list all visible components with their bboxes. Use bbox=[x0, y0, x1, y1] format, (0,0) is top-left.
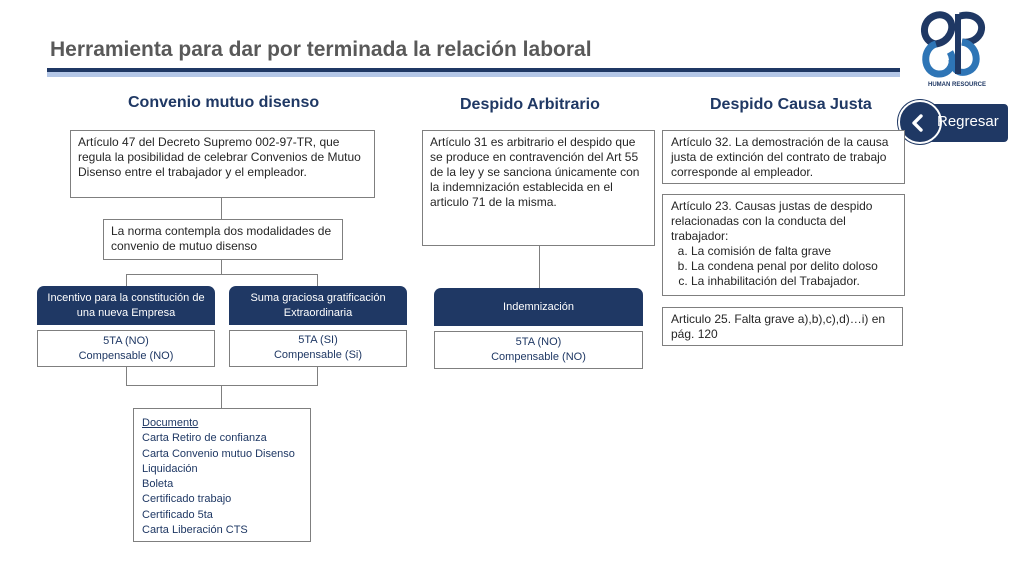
document-item: Carta Liberación CTS bbox=[142, 524, 248, 537]
suma-graciosa-detail bbox=[229, 330, 407, 367]
suma-graciosa-compensable: Compensable (Si) bbox=[273, 349, 363, 361]
connector-line bbox=[126, 274, 127, 286]
logo-caption: HUMAN RESOURCE bbox=[928, 82, 987, 88]
document-item: Carta Retiro de confianza bbox=[142, 432, 267, 445]
mutuo-article-box bbox=[70, 130, 375, 198]
articulo-32-box bbox=[662, 130, 905, 184]
connector-line bbox=[317, 274, 318, 286]
documents-heading: Documento bbox=[142, 417, 199, 429]
connector-line bbox=[126, 385, 318, 386]
document-item: Carta Convenio mutuo Disenso bbox=[142, 447, 295, 460]
arbitrario-article-box bbox=[422, 130, 655, 246]
document-item: Certificado trabajo bbox=[142, 493, 232, 506]
documents-box bbox=[133, 408, 311, 542]
indemnizacion-header bbox=[434, 288, 643, 326]
connector-line bbox=[221, 198, 222, 220]
incentivo-title: Incentivo para la constitución de una nueva Empresa bbox=[47, 291, 205, 319]
document-item: Boleta bbox=[142, 478, 174, 491]
indemnizacion-compensable: Compensable (NO) bbox=[491, 351, 586, 363]
document-item: Liquidación bbox=[142, 462, 198, 475]
articulo-23-box bbox=[662, 194, 905, 296]
regresar-label: Regresar bbox=[937, 113, 999, 130]
suma-graciosa-title: Suma graciosa gratificación Extraordinaria bbox=[250, 291, 386, 319]
articulo-25-box bbox=[662, 307, 903, 346]
chevron-left-icon bbox=[908, 113, 928, 133]
connector-line bbox=[126, 274, 318, 275]
heading-despido-causa-justa: Despido Causa Justa bbox=[710, 96, 872, 113]
norma-text: La norma contempla dos modalidades de convenio de mutuo disenso bbox=[111, 224, 332, 253]
logo-icon bbox=[912, 8, 1002, 92]
company-logo bbox=[912, 8, 1002, 92]
document-item: Certificado 5ta bbox=[142, 508, 213, 521]
heading-convenio-mutuo: Convenio mutuo disenso bbox=[128, 94, 320, 111]
connector-line bbox=[126, 367, 127, 385]
indemnizacion-5ta: 5TA (NO) bbox=[515, 336, 562, 348]
incentivo-5ta: 5TA (NO) bbox=[103, 335, 149, 347]
causas-list bbox=[671, 244, 896, 289]
articulo-23-intro: Artículo 23. Causas justas de despido relacionadas con la conducta del trabajador: bbox=[671, 199, 873, 243]
norma-box bbox=[103, 219, 343, 260]
suma-graciosa-header bbox=[229, 286, 407, 325]
indemnizacion-title: Indemnización bbox=[503, 300, 574, 313]
incentivo-detail bbox=[37, 330, 215, 367]
heading-despido-arbitrario: Despido Arbitrario bbox=[460, 96, 600, 113]
articulo-25-text: Articulo 25. Falta grave a),b),c),d)…i) en pág. 120 bbox=[671, 312, 886, 341]
articulo-32-text: Artículo 32. La demostración de la causa justa de extinción del contrato de trabajo corresponde al empleador. bbox=[671, 135, 889, 179]
causa-item: c. La inhabilitación del Trabajador. bbox=[691, 274, 896, 289]
incentivo-header bbox=[37, 286, 215, 325]
page-title: Herramienta para dar por terminada la relación laboral bbox=[50, 38, 592, 61]
connector-line bbox=[221, 260, 222, 274]
causa-item: b. La condena penal por delito doloso bbox=[691, 259, 896, 274]
indemnizacion-detail bbox=[434, 331, 643, 369]
mutuo-article-text: Artículo 47 del Decreto Supremo 002-97-TR, que regula la posibilidad de celebrar Convenios de Mutuo Disenso entre el trabajador y el empleador. bbox=[78, 135, 361, 179]
incentivo-compensable: Compensable (NO) bbox=[78, 350, 174, 362]
causa-item: a. La comisión de falta grave bbox=[691, 244, 896, 259]
connector-line bbox=[221, 385, 222, 408]
regresar-button[interactable] bbox=[902, 104, 1008, 142]
suma-graciosa-5ta: 5TA (SI) bbox=[298, 334, 338, 346]
title-underline bbox=[47, 68, 900, 77]
arbitrario-article-text: Artículo 31 es arbitrario el despido que se produce en contravención del Art 55 de la ley y se sanciona únicamente con la indemnización establecida en el articulo 71 de la misma. bbox=[430, 135, 640, 209]
connector-line bbox=[317, 367, 318, 385]
connector-line bbox=[539, 246, 540, 288]
